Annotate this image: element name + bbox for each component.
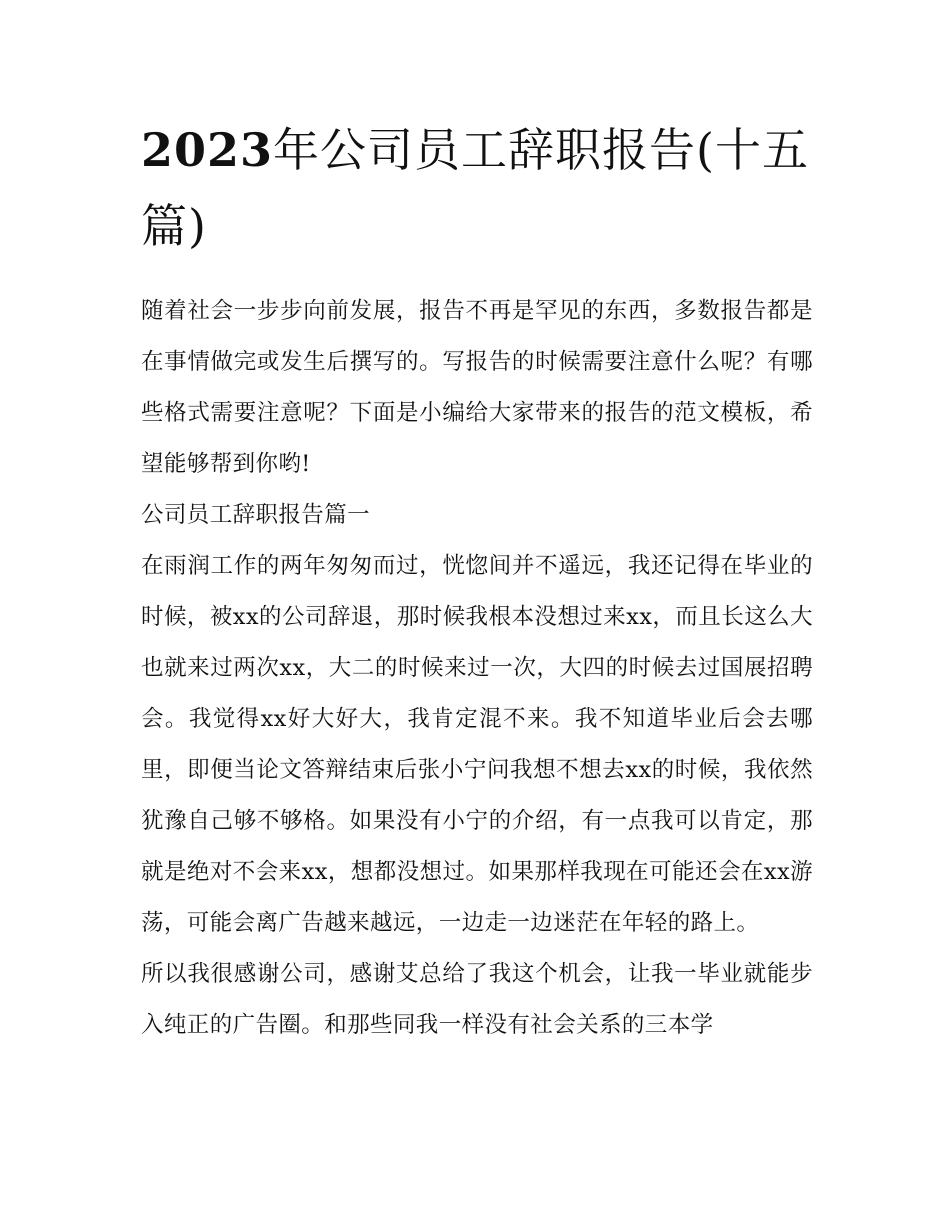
title-text: 年公司员工辞职报告(十五篇) (141, 123, 809, 253)
document-page (141, 112, 813, 1051)
title-year: 2023 (141, 123, 274, 177)
body-paragraph-1: 在雨润工作的两年匆匆而过，恍惚间并不遥远，我还记得在毕业的时候，被xx的公司辞退，那时候我根本没想过来xx，而且长这么大也就来过两次xx，大二的时候来过一次，大四的时候去过国展招聘会。我觉得xx好大好大，我肯定混不来。我不知道毕业后会去哪里，即便当论文答辩结束后张小宁问我想不想去xx的时候，我依然犹豫自己够不够格。如果没有小宁的介绍，有一点我可以肯定，那就是绝对不会来xx，想都没想过。如果那样我现在可能还会在xx游荡，可能会离广告越来越远，一边走一边迷茫在年轻的路上。 (141, 553, 813, 936)
intro-paragraph: 随着社会一步步向前发展，报告不再是罕见的东西，多数报告都是在事情做完或发生后撰写的。写报告的时候需要注意什么呢？有哪些格式需要注意呢？下面是小编给大家带来的报告的范文模板，希望能够帮到你哟! (141, 298, 813, 477)
body-paragraph-2: 所以我很感谢公司，感谢艾总给了我这个机会，让我一毕业就能步入纯正的广告圈。和那些同我一样没有社会关系的三本学 (141, 961, 813, 1038)
section-heading: 公司员工辞职报告篇一 (141, 502, 371, 528)
document-title (141, 112, 813, 264)
